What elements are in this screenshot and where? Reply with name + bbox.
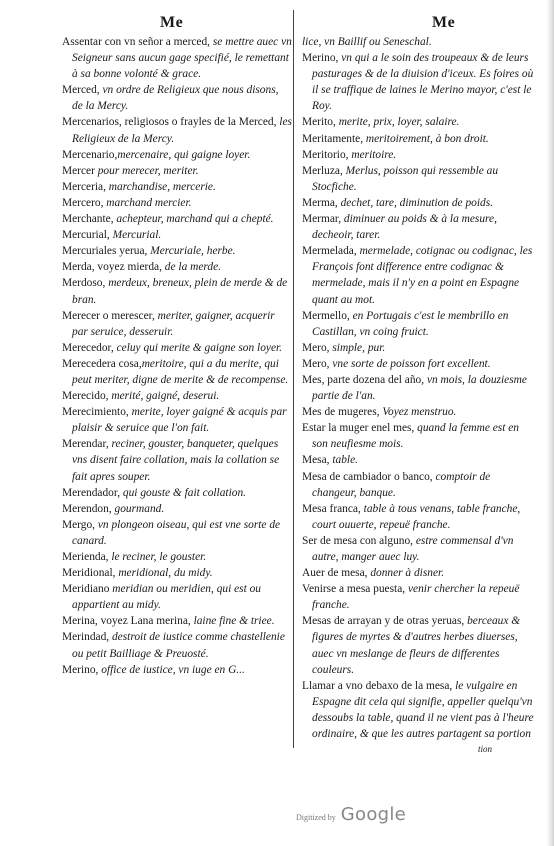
entry-definition: marchand mercier. — [103, 196, 192, 209]
entry-headword: Mercero, — [62, 196, 104, 209]
dictionary-entry — [62, 340, 292, 356]
entry-definition: achepteur, marchand qui a chepté. — [113, 213, 274, 226]
entry-headword: Mermelada, — [302, 245, 357, 258]
entry-headword: Merino, — [62, 663, 99, 676]
dictionary-entry — [62, 485, 292, 501]
entry-definition: de la merde. — [161, 261, 221, 274]
entry-definition: quand la femme est en son neufiesme mois. — [312, 422, 520, 451]
dictionary-entry — [302, 372, 534, 404]
dictionary-entry — [302, 211, 534, 243]
entry-definition: venir chercher la repeuë franche. — [312, 583, 520, 612]
entry-definition: lice, vn Baillif ou Seneschal. — [302, 36, 432, 48]
entry-headword: Merma, — [302, 196, 338, 209]
dictionary-entry — [302, 114, 534, 130]
dictionary-entry — [62, 163, 292, 179]
dictionary-entry — [62, 195, 292, 211]
entry-headword: Merendar, — [62, 438, 109, 451]
entry-definition: table à tous venans, table franche, court ouuerte, repeuë franche. — [312, 502, 521, 531]
entry-headword: Assentar con vn señor a merced, — [62, 36, 211, 48]
dictionary-entry — [302, 565, 534, 581]
dictionary-entry — [62, 243, 292, 259]
dictionary-entry — [62, 356, 292, 388]
entry-headword: Mesas de arrayan y de otras yeruas, — [302, 615, 465, 628]
entry-headword: Merindad, — [62, 631, 110, 644]
entry-headword: Merina, voyez Lana merina, — [62, 615, 191, 628]
entry-definition: meridian ou meridien, qui est ou appartient au midy. — [72, 583, 261, 612]
dictionary-entry — [62, 275, 292, 307]
entry-headword: Meritamente, — [302, 132, 364, 145]
digitization-footer — [296, 804, 406, 825]
entry-headword: Mermello, — [302, 309, 350, 322]
dictionary-entry — [302, 340, 534, 356]
column-divider — [293, 10, 294, 748]
entry-definition: les Religieux de la Mercy. — [72, 116, 292, 145]
entry-headword: Mero, — [302, 341, 330, 354]
entry-definition: merite, loyer gaigné & acquis par plaisir & seruice que l'on fait. — [72, 406, 287, 435]
dictionary-entry — [62, 565, 292, 581]
dictionary-entry — [62, 581, 292, 613]
dictionary-entry — [62, 259, 292, 275]
entry-definition: vne sorte de poisson fort excellent. — [329, 357, 491, 370]
dictionary-entry — [302, 356, 534, 372]
entry-headword: Llamar a vno debaxo de la mesa, — [302, 679, 453, 692]
dictionary-entry — [62, 82, 292, 114]
dictionary-entry — [302, 163, 534, 195]
entry-definition: merite, prix, loyer, salaire. — [335, 116, 460, 129]
entry-definition: le reciner, le gouster. — [108, 551, 207, 563]
entry-headword: Meridional, — [62, 567, 116, 580]
dictionary-entry — [62, 549, 292, 565]
entry-definition: se mettre auec vn Seigneur sans aucun gage specifié, le remettant à sa bonne volonté & grace. — [72, 36, 292, 81]
entry-definition: meritoirement, à bon droit. — [363, 132, 489, 145]
dictionary-entry — [62, 613, 292, 629]
entry-definition: Mercuriale, herbe. — [147, 245, 236, 258]
entry-headword: Mesa, — [302, 454, 330, 467]
entry-headword: Mesa de cambiador o banco, — [302, 470, 433, 483]
dictionary-entry — [302, 469, 534, 501]
dictionary-entry — [62, 404, 292, 436]
entry-definition: meritoire. — [348, 148, 397, 161]
right-column — [302, 34, 534, 742]
dictionary-entry — [302, 50, 534, 114]
entry-headword: Merecido, — [62, 390, 109, 403]
entry-headword: Merecedera cosa, — [62, 357, 142, 370]
footer-prefix: Digitized by — [296, 813, 336, 822]
entry-definition: reciner, gouster, banqueter, quelques vns disent faire collation, mais la collation se fait apres souper. — [72, 438, 280, 483]
entry-headword: Estar la muger enel mes, — [302, 422, 415, 435]
dictionary-entry — [302, 131, 534, 147]
entry-definition: pour merecer, meriter. — [94, 164, 199, 177]
entry-definition: simple, pur. — [329, 341, 386, 354]
dictionary-entry — [62, 501, 292, 517]
dictionary-entry — [62, 179, 292, 195]
entry-headword: Merendador, — [62, 486, 121, 499]
dictionary-entry — [302, 581, 534, 613]
entry-definition: mercenaire, qui gaigne loyer. — [117, 148, 251, 161]
dictionary-entry — [302, 501, 534, 533]
entry-headword: Mercenario, — [62, 148, 118, 161]
entry-definition: qui gouste & fait collation. — [120, 486, 246, 499]
dictionary-entry — [302, 452, 534, 468]
entry-definition: Voyez menstruo. — [379, 406, 457, 419]
entry-headword: Meridiano — [62, 583, 110, 596]
entry-headword: Ser de mesa con alguno, — [302, 534, 414, 547]
right-running-head: Me — [432, 14, 456, 31]
dictionary-entry — [62, 517, 292, 549]
entry-headword: Venirse a mesa puesta, — [302, 583, 406, 596]
dictionary-entry — [62, 34, 292, 82]
dictionary-entry — [62, 114, 292, 146]
dictionary-entry — [62, 629, 292, 661]
entry-headword: Meritorio, — [302, 148, 349, 161]
dictionary-entry — [302, 147, 534, 163]
dictionary-entry — [62, 308, 292, 340]
entry-headword: Merito, — [302, 116, 336, 129]
entry-headword: Merceria, — [62, 180, 106, 193]
entry-definition: le vulgaire en Espagne dit cela qui signifie, appeller quelqu'vn dessoubs la table, quand il ne vient pas à l'heure ordinaire, & que les autres partagent sa portion — [312, 679, 534, 741]
entry-definition: destroit de iustice comme chastellenie ou petit Bailliage & Preuosté. — [72, 631, 285, 660]
entry-definition: meritoire, qui a du merite, qui peut meriter, digne de merite & de recompense. — [72, 357, 289, 386]
entry-definition: celuy qui merite & gaigne son loyer. — [113, 341, 283, 354]
entry-definition: vn qui a le soin des troupeaux & de leurs pasturages & de la diuision d'iceux. Es foires où il se traffique de laines le Merino mayor, c'est le Roy. — [312, 52, 534, 113]
entry-definition: office de iustice, vn iuge en G... — [98, 663, 245, 676]
entry-definition: vn plongeon oiseau, qui est vne sorte de canard. — [72, 518, 281, 547]
entry-headword: Merienda, — [62, 551, 109, 563]
entry-headword: Mes, parte dozena del año, — [302, 373, 425, 386]
entry-headword: Merced, — [62, 84, 100, 97]
page-edge — [546, 0, 554, 846]
entry-headword: Merecer o merescer, — [62, 309, 155, 322]
entry-definition: marchandise, mercerie. — [105, 180, 216, 193]
entry-definition: laine fine & triee. — [190, 615, 275, 628]
dictionary-entry — [302, 195, 534, 211]
dictionary-entry — [302, 533, 534, 565]
entry-headword: Merendon, — [62, 502, 112, 515]
dictionary-entry — [62, 436, 292, 484]
entry-definition: merdeux, breneux, plein de merde & de bran. — [72, 277, 288, 306]
entry-headword: Merecedor, — [62, 341, 114, 354]
catchword: tion — [478, 744, 493, 754]
entry-definition: comptoir de changeur, banque. — [312, 470, 491, 499]
entry-headword: Merchante, — [62, 213, 114, 226]
entry-definition: meriter, gaigner, acquerir par seruice, desseruir. — [72, 309, 275, 338]
entry-headword: Mercurial, — [62, 229, 110, 242]
entry-definition: berceaux & figures de myrtes & d'autres herbes diuerses, auec vn meslange de fleurs de differentes couleurs. — [312, 615, 521, 676]
entry-definition: vn mois, la douziesme partie de l'an. — [312, 373, 527, 403]
entry-headword: Merecimiento, — [62, 406, 129, 419]
entry-definition: vn ordre de Religieux que nous disons, de la Mercy. — [72, 84, 279, 113]
entry-headword: Merluza, — [302, 164, 343, 177]
dictionary-entry — [302, 34, 534, 50]
entry-definition: dechet, tare, diminution de poids. — [337, 196, 493, 209]
left-running-head: Me — [160, 14, 184, 31]
entry-headword: Merda, voyez mierda, — [62, 261, 162, 274]
dictionary-entry — [302, 243, 534, 307]
entry-headword: Mermar, — [302, 213, 342, 226]
dictionary-entry — [62, 147, 292, 163]
entry-headword: Mercuriales yerua, — [62, 245, 148, 258]
entry-definition: donner à disner. — [367, 567, 445, 580]
entry-headword: Mero, — [302, 357, 330, 370]
dictionary-entry — [302, 308, 534, 340]
dictionary-entry — [62, 227, 292, 243]
entry-headword: Mesa franca, — [302, 502, 361, 515]
dictionary-entry — [62, 388, 292, 404]
dictionary-entry — [302, 678, 534, 742]
entry-definition: table. — [329, 454, 359, 467]
entry-definition: Merlus, poisson qui ressemble au Stocfiche. — [312, 164, 499, 193]
entry-headword: Mercenarios, religiosos o frayles de la Merced, — [62, 116, 277, 129]
entry-headword: Merdoso, — [62, 277, 106, 290]
dictionary-entry — [62, 662, 292, 678]
entry-headword: Auer de mesa, — [302, 567, 368, 580]
dictionary-entry — [302, 613, 534, 677]
footer-brand: Google — [340, 804, 407, 825]
dictionary-entry — [302, 404, 534, 420]
entry-headword: Mes de mugeres, — [302, 406, 380, 419]
entry-definition: meridional, du midy. — [115, 567, 213, 580]
dictionary-entry — [62, 211, 292, 227]
left-column — [62, 34, 292, 678]
entry-definition: diminuer au poids & à la mesure, decheoir, tarer. — [312, 213, 497, 242]
entry-definition: estre commensal d'vn autre, manger auec luy. — [312, 534, 514, 563]
entry-headword: Merino, — [302, 52, 339, 65]
entry-definition: en Portugais c'est le membrillo en Castillan, vn coing fruict. — [312, 309, 509, 338]
entry-definition: Mercurial. — [109, 229, 162, 242]
entry-definition: mermelade, cotignac ou codignac, les François font difference entre codignac & mermelade, mais il n'y en a point en Espagne quant au mot. — [312, 245, 533, 306]
entry-headword: Mercer — [62, 164, 95, 177]
entry-definition: gourmand. — [111, 502, 165, 515]
dictionary-entry — [302, 420, 534, 452]
entry-headword: Mergo, — [62, 518, 96, 531]
entry-definition: merité, gaigné, deserui. — [108, 390, 220, 403]
